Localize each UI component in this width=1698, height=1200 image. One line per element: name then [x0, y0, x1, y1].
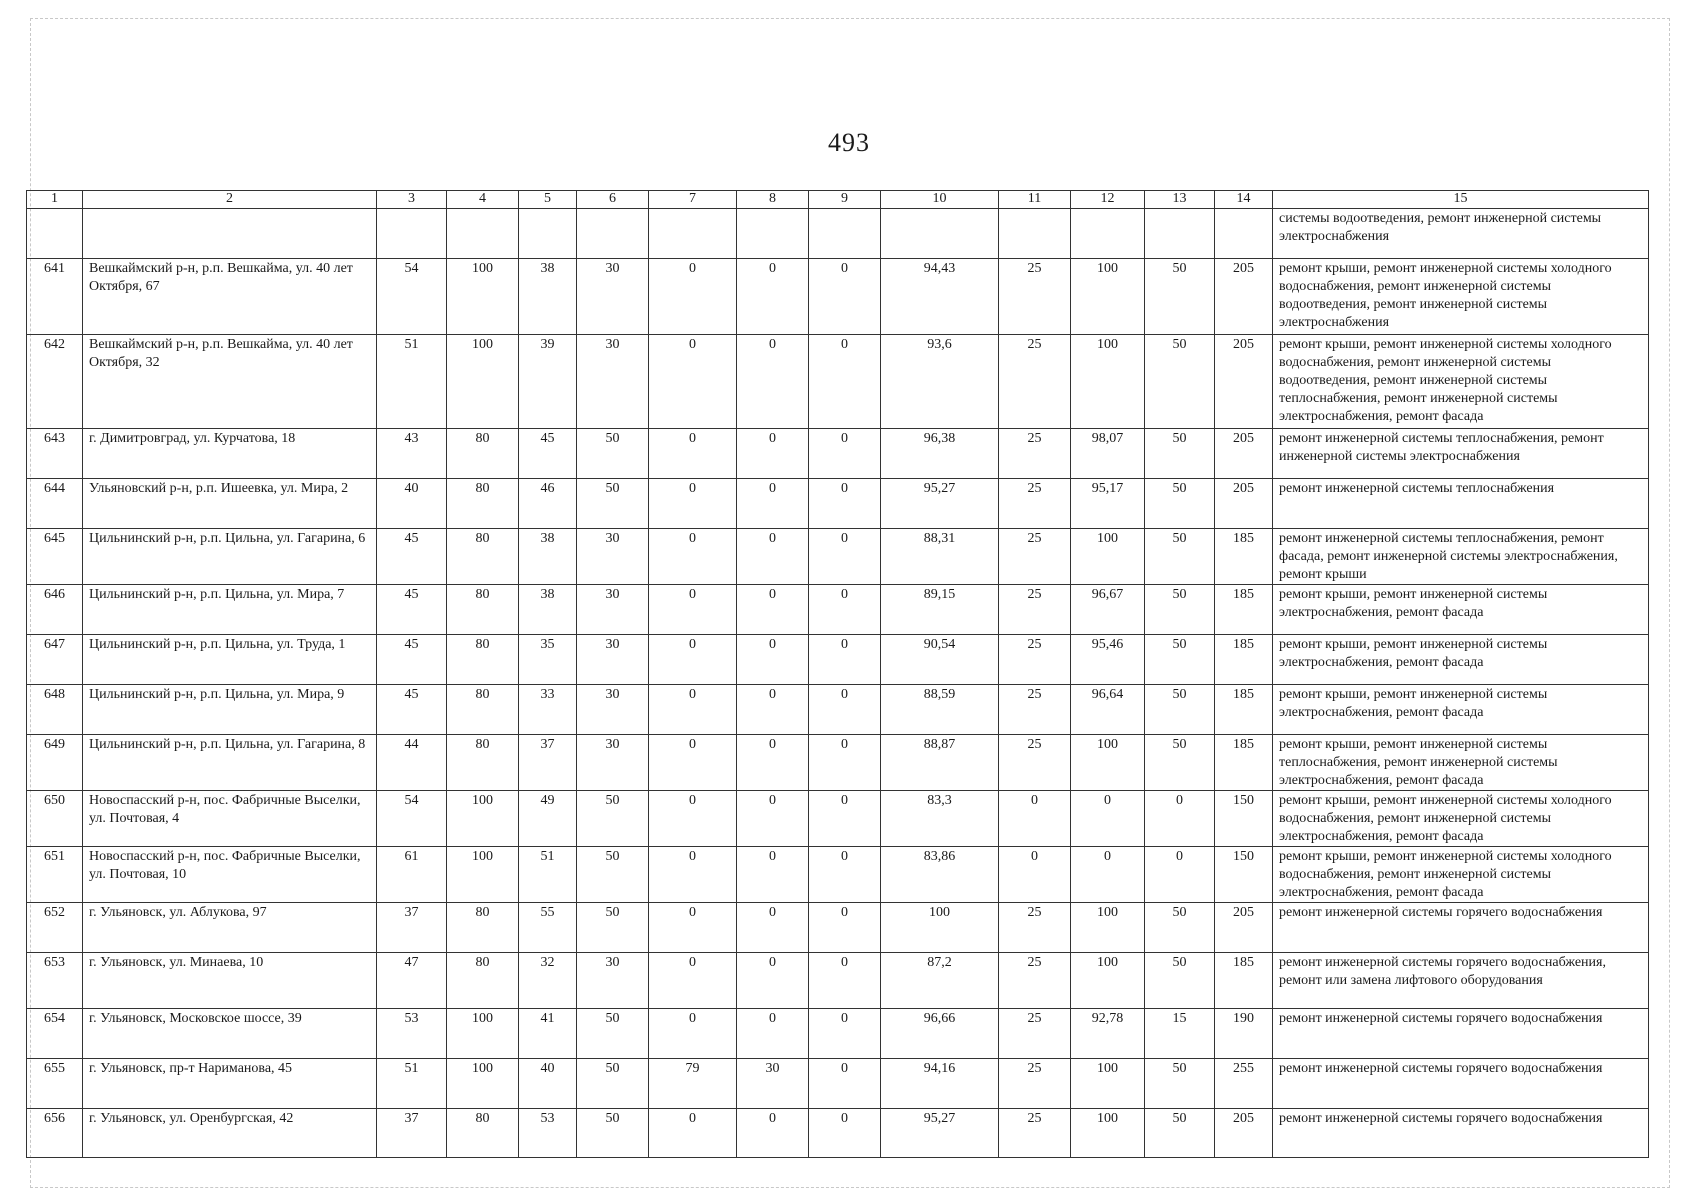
row-number-cell: 650 [27, 791, 83, 847]
work-description-cell: ремонт крыши, ремонт инженерной системы электроснабжения, ремонт фасада [1273, 685, 1649, 735]
value-cell-c5: 41 [519, 1009, 577, 1059]
value-cell-c6: 30 [577, 953, 649, 1009]
value-cell-c4: 80 [447, 735, 519, 791]
column-number-header-row [27, 191, 1649, 209]
value-cell-c8: 0 [737, 1109, 809, 1158]
table-cell [881, 209, 999, 259]
value-cell-c6: 30 [577, 685, 649, 735]
row-number-cell: 653 [27, 953, 83, 1009]
value-cell-c4: 80 [447, 479, 519, 529]
value-cell-c5: 32 [519, 953, 577, 1009]
value-cell-c13: 50 [1145, 953, 1215, 1009]
value-cell-c5: 49 [519, 791, 577, 847]
value-cell-c6: 50 [577, 479, 649, 529]
table-row [27, 335, 1649, 429]
address-cell: Новоспасский р-н, пос. Фабричные Выселки, ул. Почтовая, 10 [83, 847, 377, 903]
value-cell-c11: 25 [999, 259, 1071, 335]
column-header: 4 [447, 191, 519, 209]
value-cell-c8: 0 [737, 953, 809, 1009]
value-cell-c9: 0 [809, 1059, 881, 1109]
table-row [27, 903, 1649, 953]
value-cell-c9: 0 [809, 635, 881, 685]
value-cell-c11: 25 [999, 635, 1071, 685]
value-cell-c3: 47 [377, 953, 447, 1009]
table-row [27, 685, 1649, 735]
column-header: 7 [649, 191, 737, 209]
value-cell-c5: 33 [519, 685, 577, 735]
value-cell-c7: 0 [649, 735, 737, 791]
table-cell [377, 209, 447, 259]
value-cell-c8: 0 [737, 635, 809, 685]
table-row [27, 585, 1649, 635]
value-cell-c13: 50 [1145, 585, 1215, 635]
address-cell: Ульяновский р-н, р.п. Ишеевка, ул. Мира, 2 [83, 479, 377, 529]
value-cell-c5: 55 [519, 903, 577, 953]
table-row [27, 529, 1649, 585]
value-cell-c9: 0 [809, 585, 881, 635]
value-cell-c12: 100 [1071, 259, 1145, 335]
value-cell-c3: 45 [377, 529, 447, 585]
value-cell-c8: 0 [737, 585, 809, 635]
value-cell-c12: 100 [1071, 735, 1145, 791]
value-cell-c9: 0 [809, 735, 881, 791]
value-cell-c13: 15 [1145, 1009, 1215, 1059]
value-cell-c12: 100 [1071, 953, 1145, 1009]
value-cell-c13: 50 [1145, 635, 1215, 685]
table-cell [519, 209, 577, 259]
value-cell-c5: 51 [519, 847, 577, 903]
value-cell-c8: 0 [737, 529, 809, 585]
value-cell-c10: 96,66 [881, 1009, 999, 1059]
address-cell: Цильнинский р-н, р.п. Цильна, ул. Гагарина, 8 [83, 735, 377, 791]
table-row [27, 1009, 1649, 1059]
value-cell-c13: 50 [1145, 685, 1215, 735]
value-cell-c6: 30 [577, 259, 649, 335]
value-cell-c12: 100 [1071, 1059, 1145, 1109]
value-cell-c5: 40 [519, 1059, 577, 1109]
value-cell-c9: 0 [809, 847, 881, 903]
value-cell-c12: 92,78 [1071, 1009, 1145, 1059]
value-cell-c7: 0 [649, 1009, 737, 1059]
column-header: 8 [737, 191, 809, 209]
value-cell-c8: 0 [737, 791, 809, 847]
value-cell-c14: 185 [1215, 635, 1273, 685]
value-cell-c7: 79 [649, 1059, 737, 1109]
value-cell-c6: 50 [577, 903, 649, 953]
value-cell-c8: 0 [737, 847, 809, 903]
work-description-cell: ремонт инженерной системы теплоснабжения, ремонт фасада, ремонт инженерной системы электроснабжения, ремонт крыши [1273, 529, 1649, 585]
value-cell-c7: 0 [649, 635, 737, 685]
work-description-cell: ремонт инженерной системы горячего водоснабжения [1273, 903, 1649, 953]
value-cell-c5: 38 [519, 259, 577, 335]
address-cell: Вешкаймский р-н, р.п. Вешкайма, ул. 40 лет Октября, 32 [83, 335, 377, 429]
value-cell-c12: 100 [1071, 335, 1145, 429]
value-cell-c13: 50 [1145, 1109, 1215, 1158]
column-header: 10 [881, 191, 999, 209]
value-cell-c13: 50 [1145, 903, 1215, 953]
value-cell-c11: 25 [999, 1009, 1071, 1059]
value-cell-c9: 0 [809, 529, 881, 585]
value-cell-c10: 88,31 [881, 529, 999, 585]
value-cell-c3: 45 [377, 635, 447, 685]
value-cell-c6: 30 [577, 335, 649, 429]
value-cell-c5: 38 [519, 585, 577, 635]
work-description-cell: ремонт крыши, ремонт инженерной системы холодного водоснабжения, ремонт инженерной системы электроснабжения, ремонт фасада [1273, 791, 1649, 847]
value-cell-c3: 45 [377, 585, 447, 635]
value-cell-c14: 255 [1215, 1059, 1273, 1109]
address-cell: г. Ульяновск, пр-т Нариманова, 45 [83, 1059, 377, 1109]
value-cell-c3: 53 [377, 1009, 447, 1059]
column-header: 9 [809, 191, 881, 209]
value-cell-c5: 45 [519, 429, 577, 479]
value-cell-c7: 0 [649, 479, 737, 529]
value-cell-c11: 25 [999, 953, 1071, 1009]
value-cell-c11: 25 [999, 903, 1071, 953]
row-number-cell: 656 [27, 1109, 83, 1158]
value-cell-c8: 30 [737, 1059, 809, 1109]
continuation-row [27, 209, 1649, 259]
address-cell: Вешкаймский р-н, р.п. Вешкайма, ул. 40 лет Октября, 67 [83, 259, 377, 335]
work-description-cell: ремонт крыши, ремонт инженерной системы холодного водоснабжения, ремонт инженерной системы водоотведения, ремонт инженерной системы электроснабжения [1273, 259, 1649, 335]
value-cell-c4: 100 [447, 847, 519, 903]
value-cell-c13: 50 [1145, 259, 1215, 335]
value-cell-c14: 185 [1215, 953, 1273, 1009]
value-cell-c4: 100 [447, 259, 519, 335]
value-cell-c5: 38 [519, 529, 577, 585]
value-cell-c11: 25 [999, 735, 1071, 791]
value-cell-c6: 30 [577, 529, 649, 585]
value-cell-c14: 205 [1215, 479, 1273, 529]
table-cell [1215, 209, 1273, 259]
value-cell-c7: 0 [649, 791, 737, 847]
value-cell-c13: 0 [1145, 791, 1215, 847]
value-cell-c9: 0 [809, 685, 881, 735]
table-cell [447, 209, 519, 259]
value-cell-c9: 0 [809, 335, 881, 429]
value-cell-c4: 80 [447, 903, 519, 953]
value-cell-c9: 0 [809, 953, 881, 1009]
value-cell-c9: 0 [809, 259, 881, 335]
column-header: 13 [1145, 191, 1215, 209]
repair-schedule-table [26, 190, 1649, 1158]
row-number-cell: 641 [27, 259, 83, 335]
table-row [27, 1109, 1649, 1158]
table-cell [577, 209, 649, 259]
value-cell-c3: 51 [377, 335, 447, 429]
work-description-cell: ремонт инженерной системы горячего водоснабжения [1273, 1059, 1649, 1109]
value-cell-c3: 51 [377, 1059, 447, 1109]
page-number: 493 [828, 128, 870, 157]
value-cell-c4: 100 [447, 1059, 519, 1109]
address-cell: Цильнинский р-н, р.п. Цильна, ул. Труда, 1 [83, 635, 377, 685]
value-cell-c11: 25 [999, 479, 1071, 529]
value-cell-c6: 50 [577, 1009, 649, 1059]
value-cell-c8: 0 [737, 479, 809, 529]
value-cell-c6: 30 [577, 735, 649, 791]
value-cell-c5: 37 [519, 735, 577, 791]
row-number-cell: 642 [27, 335, 83, 429]
address-cell: г. Ульяновск, ул. Оренбургская, 42 [83, 1109, 377, 1158]
table-cell [83, 209, 377, 259]
value-cell-c10: 93,6 [881, 335, 999, 429]
value-cell-c14: 205 [1215, 1109, 1273, 1158]
value-cell-c3: 54 [377, 791, 447, 847]
row-number-cell: 652 [27, 903, 83, 953]
address-cell: г. Ульяновск, Московское шоссе, 39 [83, 1009, 377, 1059]
value-cell-c7: 0 [649, 529, 737, 585]
value-cell-c5: 39 [519, 335, 577, 429]
work-description-cell: ремонт крыши, ремонт инженерной системы холодного водоснабжения, ремонт инженерной системы электроснабжения, ремонт фасада [1273, 847, 1649, 903]
value-cell-c11: 25 [999, 429, 1071, 479]
value-cell-c3: 43 [377, 429, 447, 479]
value-cell-c14: 205 [1215, 259, 1273, 335]
value-cell-c8: 0 [737, 1009, 809, 1059]
value-cell-c13: 0 [1145, 847, 1215, 903]
value-cell-c10: 83,86 [881, 847, 999, 903]
column-header: 14 [1215, 191, 1273, 209]
value-cell-c6: 50 [577, 791, 649, 847]
value-cell-c4: 100 [447, 335, 519, 429]
value-cell-c4: 100 [447, 791, 519, 847]
value-cell-c10: 83,3 [881, 791, 999, 847]
value-cell-c3: 40 [377, 479, 447, 529]
value-cell-c14: 205 [1215, 335, 1273, 429]
column-header: 5 [519, 191, 577, 209]
value-cell-c4: 100 [447, 1009, 519, 1059]
table-row [27, 791, 1649, 847]
value-cell-c5: 35 [519, 635, 577, 685]
value-cell-c4: 80 [447, 1109, 519, 1158]
table-cell [1071, 209, 1145, 259]
value-cell-c10: 90,54 [881, 635, 999, 685]
value-cell-c7: 0 [649, 903, 737, 953]
value-cell-c14: 205 [1215, 429, 1273, 479]
value-cell-c12: 100 [1071, 903, 1145, 953]
value-cell-c12: 100 [1071, 1109, 1145, 1158]
value-cell-c12: 0 [1071, 791, 1145, 847]
value-cell-c14: 185 [1215, 685, 1273, 735]
value-cell-c10: 89,15 [881, 585, 999, 635]
value-cell-c14: 205 [1215, 903, 1273, 953]
work-description-cell: ремонт крыши, ремонт инженерной системы электроснабжения, ремонт фасада [1273, 585, 1649, 635]
value-cell-c11: 25 [999, 335, 1071, 429]
work-description-cell: ремонт крыши, ремонт инженерной системы холодного водоснабжения, ремонт инженерной системы водоотведения, ремонт инженерной системы теплоснабжения, ремонт инженерной системы электроснабжения, ремонт фасада [1273, 335, 1649, 429]
value-cell-c11: 25 [999, 1109, 1071, 1158]
work-description-cell: ремонт крыши, ремонт инженерной системы теплоснабжения, ремонт инженерной системы электроснабжения, ремонт фасада [1273, 735, 1649, 791]
value-cell-c14: 190 [1215, 1009, 1273, 1059]
work-description-cell: ремонт инженерной системы горячего водоснабжения [1273, 1009, 1649, 1059]
value-cell-c12: 98,07 [1071, 429, 1145, 479]
table-cell [1145, 209, 1215, 259]
table-row [27, 429, 1649, 479]
value-cell-c3: 61 [377, 847, 447, 903]
column-header: 2 [83, 191, 377, 209]
value-cell-c7: 0 [649, 1109, 737, 1158]
value-cell-c8: 0 [737, 685, 809, 735]
value-cell-c6: 50 [577, 1059, 649, 1109]
value-cell-c13: 50 [1145, 479, 1215, 529]
value-cell-c4: 80 [447, 685, 519, 735]
value-cell-c12: 95,46 [1071, 635, 1145, 685]
row-number-cell: 643 [27, 429, 83, 479]
table-cell [809, 209, 881, 259]
value-cell-c10: 95,27 [881, 479, 999, 529]
work-description-cell: системы водоотведения, ремонт инженерной системы электроснабжения [1273, 209, 1649, 259]
value-cell-c5: 53 [519, 1109, 577, 1158]
value-cell-c9: 0 [809, 903, 881, 953]
table-row [27, 479, 1649, 529]
value-cell-c4: 80 [447, 953, 519, 1009]
value-cell-c13: 50 [1145, 335, 1215, 429]
value-cell-c10: 88,59 [881, 685, 999, 735]
table-cell [649, 209, 737, 259]
address-cell: Цильнинский р-н, р.п. Цильна, ул. Мира, 9 [83, 685, 377, 735]
value-cell-c12: 96,67 [1071, 585, 1145, 635]
value-cell-c8: 0 [737, 903, 809, 953]
work-description-cell: ремонт крыши, ремонт инженерной системы электроснабжения, ремонт фасада [1273, 635, 1649, 685]
value-cell-c13: 50 [1145, 429, 1215, 479]
value-cell-c11: 25 [999, 685, 1071, 735]
value-cell-c11: 25 [999, 1059, 1071, 1109]
row-number-cell: 649 [27, 735, 83, 791]
value-cell-c3: 45 [377, 685, 447, 735]
value-cell-c3: 54 [377, 259, 447, 335]
value-cell-c12: 96,64 [1071, 685, 1145, 735]
table-cell [737, 209, 809, 259]
value-cell-c9: 0 [809, 1009, 881, 1059]
table-row [27, 635, 1649, 685]
value-cell-c9: 0 [809, 429, 881, 479]
value-cell-c14: 150 [1215, 847, 1273, 903]
value-cell-c9: 0 [809, 1109, 881, 1158]
value-cell-c11: 0 [999, 791, 1071, 847]
value-cell-c4: 80 [447, 529, 519, 585]
value-cell-c7: 0 [649, 585, 737, 635]
value-cell-c5: 46 [519, 479, 577, 529]
row-number-cell: 651 [27, 847, 83, 903]
value-cell-c7: 0 [649, 847, 737, 903]
value-cell-c10: 100 [881, 903, 999, 953]
column-header: 15 [1273, 191, 1649, 209]
value-cell-c3: 44 [377, 735, 447, 791]
value-cell-c9: 0 [809, 791, 881, 847]
work-description-cell: ремонт инженерной системы теплоснабжения, ремонт инженерной системы электроснабжения [1273, 429, 1649, 479]
value-cell-c7: 0 [649, 953, 737, 1009]
value-cell-c11: 25 [999, 529, 1071, 585]
table-row [27, 953, 1649, 1009]
table-cell [27, 209, 83, 259]
value-cell-c6: 50 [577, 429, 649, 479]
table-row [27, 735, 1649, 791]
value-cell-c4: 80 [447, 585, 519, 635]
table-row [27, 259, 1649, 335]
value-cell-c13: 50 [1145, 529, 1215, 585]
value-cell-c14: 185 [1215, 585, 1273, 635]
address-cell: г. Димитровград, ул. Курчатова, 18 [83, 429, 377, 479]
address-cell: г. Ульяновск, ул. Минаева, 10 [83, 953, 377, 1009]
row-number-cell: 647 [27, 635, 83, 685]
table-cell [999, 209, 1071, 259]
value-cell-c4: 80 [447, 635, 519, 685]
address-cell: Цильнинский р-н, р.п. Цильна, ул. Гагарина, 6 [83, 529, 377, 585]
value-cell-c8: 0 [737, 335, 809, 429]
value-cell-c14: 185 [1215, 529, 1273, 585]
value-cell-c14: 185 [1215, 735, 1273, 791]
value-cell-c7: 0 [649, 259, 737, 335]
row-number-cell: 654 [27, 1009, 83, 1059]
value-cell-c4: 80 [447, 429, 519, 479]
table-row [27, 847, 1649, 903]
row-number-cell: 645 [27, 529, 83, 585]
value-cell-c6: 50 [577, 1109, 649, 1158]
address-cell: Новоспасский р-н, пос. Фабричные Выселки, ул. Почтовая, 4 [83, 791, 377, 847]
address-cell: г. Ульяновск, ул. Аблукова, 97 [83, 903, 377, 953]
row-number-cell: 655 [27, 1059, 83, 1109]
work-description-cell: ремонт инженерной системы горячего водоснабжения, ремонт или замена лифтового оборудования [1273, 953, 1649, 1009]
value-cell-c10: 96,38 [881, 429, 999, 479]
column-header: 11 [999, 191, 1071, 209]
value-cell-c8: 0 [737, 429, 809, 479]
value-cell-c6: 50 [577, 847, 649, 903]
value-cell-c11: 0 [999, 847, 1071, 903]
work-description-cell: ремонт инженерной системы горячего водоснабжения [1273, 1109, 1649, 1158]
row-number-cell: 648 [27, 685, 83, 735]
value-cell-c8: 0 [737, 259, 809, 335]
value-cell-c10: 94,16 [881, 1059, 999, 1109]
table-row [27, 1059, 1649, 1109]
row-number-cell: 644 [27, 479, 83, 529]
value-cell-c13: 50 [1145, 735, 1215, 791]
value-cell-c7: 0 [649, 685, 737, 735]
value-cell-c12: 0 [1071, 847, 1145, 903]
value-cell-c11: 25 [999, 585, 1071, 635]
value-cell-c3: 37 [377, 903, 447, 953]
value-cell-c14: 150 [1215, 791, 1273, 847]
address-cell: Цильнинский р-н, р.п. Цильна, ул. Мира, 7 [83, 585, 377, 635]
value-cell-c12: 100 [1071, 529, 1145, 585]
value-cell-c10: 88,87 [881, 735, 999, 791]
value-cell-c9: 0 [809, 479, 881, 529]
value-cell-c7: 0 [649, 429, 737, 479]
value-cell-c10: 95,27 [881, 1109, 999, 1158]
value-cell-c7: 0 [649, 335, 737, 429]
column-header: 6 [577, 191, 649, 209]
column-header: 3 [377, 191, 447, 209]
value-cell-c8: 0 [737, 735, 809, 791]
value-cell-c3: 37 [377, 1109, 447, 1158]
value-cell-c10: 94,43 [881, 259, 999, 335]
value-cell-c6: 30 [577, 585, 649, 635]
work-description-cell: ремонт инженерной системы теплоснабжения [1273, 479, 1649, 529]
value-cell-c6: 30 [577, 635, 649, 685]
row-number-cell: 646 [27, 585, 83, 635]
value-cell-c10: 87,2 [881, 953, 999, 1009]
column-header: 1 [27, 191, 83, 209]
column-header: 12 [1071, 191, 1145, 209]
value-cell-c13: 50 [1145, 1059, 1215, 1109]
value-cell-c12: 95,17 [1071, 479, 1145, 529]
